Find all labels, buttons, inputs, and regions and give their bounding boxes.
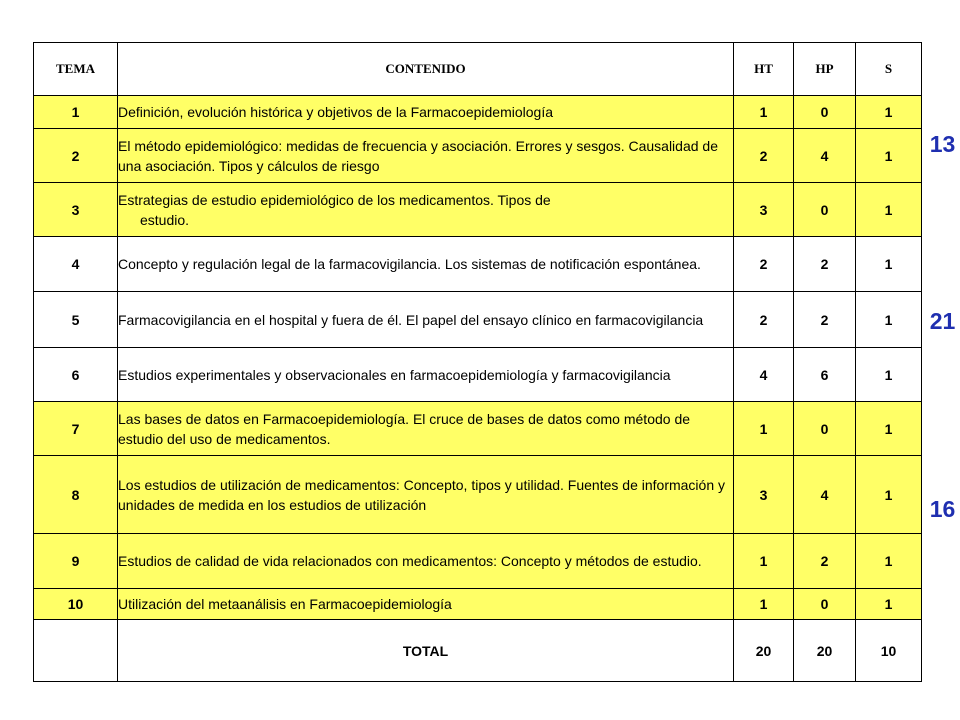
ht-cell: 1 bbox=[734, 534, 794, 589]
contenido-cell: Farmacovigilancia en el hospital y fuera de él. El papel del ensayo clínico en farmacovigilancia bbox=[118, 292, 734, 348]
header-hp: HP bbox=[794, 43, 856, 96]
s-cell: 1 bbox=[856, 348, 922, 402]
total-s: 10 bbox=[856, 620, 922, 682]
ht-cell: 3 bbox=[734, 456, 794, 534]
header-tema: TEMA bbox=[34, 43, 118, 96]
hp-cell: 2 bbox=[794, 534, 856, 589]
hp-cell: 0 bbox=[794, 183, 856, 237]
contenido-cell: Estudios de calidad de vida relacionados con medicamentos: Concepto y métodos de estudio. bbox=[118, 534, 734, 589]
ht-cell: 1 bbox=[734, 402, 794, 456]
table-row bbox=[34, 402, 922, 456]
group-total-block-1: 13 bbox=[929, 131, 956, 157]
tema-cell: 1 bbox=[34, 96, 118, 129]
contenido-line: Estrategias de estudio epidemiológico de los medicamentos. Tipos de bbox=[118, 191, 551, 208]
hp-cell: 6 bbox=[794, 348, 856, 402]
contenido-cell: Estudios experimentales y observacionales en farmacoepidemiología y farmacovigilancia bbox=[118, 348, 734, 402]
s-cell: 1 bbox=[856, 534, 922, 589]
tema-cell: 6 bbox=[34, 348, 118, 402]
table-row bbox=[34, 292, 922, 348]
ht-cell: 4 bbox=[734, 348, 794, 402]
tema-cell: 8 bbox=[34, 456, 118, 534]
ht-cell: 2 bbox=[734, 237, 794, 292]
ht-cell: 2 bbox=[734, 292, 794, 348]
tema-cell: 3 bbox=[34, 183, 118, 237]
total-ht: 20 bbox=[734, 620, 794, 682]
table-row bbox=[34, 348, 922, 402]
tema-cell: 7 bbox=[34, 402, 118, 456]
tema-cell: 5 bbox=[34, 292, 118, 348]
ht-cell: 1 bbox=[734, 96, 794, 129]
hp-cell: 0 bbox=[794, 589, 856, 620]
hp-cell: 2 bbox=[794, 237, 856, 292]
hp-cell: 0 bbox=[794, 402, 856, 456]
tema-cell: 10 bbox=[34, 589, 118, 620]
syllabus-table bbox=[33, 42, 922, 682]
header-ht: HT bbox=[734, 43, 794, 96]
contenido-cell: Las bases de datos en Farmacoepidemiología. El cruce de bases de datos como método de estudio del uso de medicamentos. bbox=[118, 402, 734, 456]
tema-cell: 9 bbox=[34, 534, 118, 589]
contenido-cell: Utilización del metaanálisis en Farmacoepidemiología bbox=[118, 589, 734, 620]
total-label: TOTAL bbox=[118, 620, 734, 682]
contenido-cell: Definición, evolución histórica y objetivos de la Farmacoepidemiología bbox=[118, 96, 734, 129]
total-hp: 20 bbox=[794, 620, 856, 682]
s-cell: 1 bbox=[856, 96, 922, 129]
total-row bbox=[34, 620, 922, 682]
s-cell: 1 bbox=[856, 402, 922, 456]
contenido-cell: Los estudios de utilización de medicamentos: Concepto, tipos y utilidad. Fuentes de información y unidades de medida en los estudios de utilización bbox=[118, 456, 734, 534]
table-row bbox=[34, 129, 922, 183]
ht-cell: 3 bbox=[734, 183, 794, 237]
s-cell: 1 bbox=[856, 456, 922, 534]
contenido-cell: El método epidemiológico: medidas de frecuencia y asociación. Errores y sesgos. Causalidad de una asociación. Tipos y cálculos de riesgo bbox=[118, 129, 734, 183]
contenido-line: estudio. bbox=[140, 211, 190, 228]
tema-cell: 4 bbox=[34, 237, 118, 292]
empty-cell bbox=[34, 620, 118, 682]
s-cell: 1 bbox=[856, 129, 922, 183]
table-row bbox=[34, 183, 922, 237]
tema-cell: 2 bbox=[34, 129, 118, 183]
s-cell: 1 bbox=[856, 292, 922, 348]
hp-cell: 2 bbox=[794, 292, 856, 348]
contenido-cell: Concepto y regulación legal de la farmacovigilancia. Los sistemas de notificación espontánea. bbox=[118, 237, 734, 292]
ht-cell: 1 bbox=[734, 589, 794, 620]
header-contenido: CONTENIDO bbox=[118, 43, 734, 96]
table-row bbox=[34, 237, 922, 292]
contenido-cell bbox=[118, 183, 734, 237]
table-row bbox=[34, 456, 922, 534]
s-cell: 1 bbox=[856, 237, 922, 292]
group-total-block-3: 16 bbox=[929, 496, 956, 522]
hp-cell: 4 bbox=[794, 456, 856, 534]
header-row bbox=[34, 43, 922, 96]
group-total-block-2: 21 bbox=[929, 308, 956, 334]
s-cell: 1 bbox=[856, 183, 922, 237]
hp-cell: 0 bbox=[794, 96, 856, 129]
s-cell: 1 bbox=[856, 589, 922, 620]
table-row bbox=[34, 96, 922, 129]
header-s: S bbox=[856, 43, 922, 96]
table-row bbox=[34, 589, 922, 620]
table-row bbox=[34, 534, 922, 589]
ht-cell: 2 bbox=[734, 129, 794, 183]
hp-cell: 4 bbox=[794, 129, 856, 183]
